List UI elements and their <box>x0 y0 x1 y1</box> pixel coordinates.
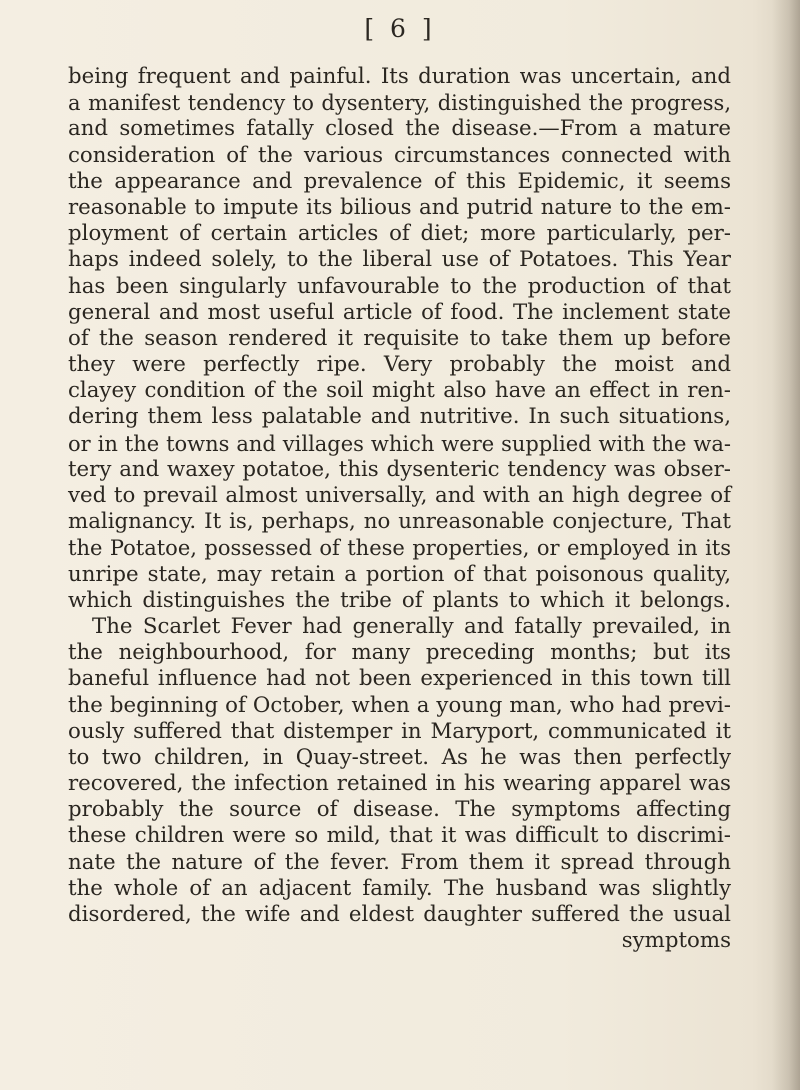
text-line: recovered, the infection retained in his wearing apparel was <box>68 771 731 797</box>
text-line: the Potatoe, possessed of these properties, or employed in its <box>68 536 731 561</box>
text-line: baneful influence had not been experienced in this town till <box>68 666 731 692</box>
text-line: the appearance and prevalence of this Epidemic, it seems <box>68 168 731 194</box>
text-line: which distinguishes the tribe of plants to which it belongs. <box>68 587 731 613</box>
text-line: haps indeed solely, to the liberal use of Potatoes. This Year <box>68 247 731 273</box>
text-line: ously suffered that distemper in Maryport, communicated it <box>68 718 731 744</box>
text-line: the beginning of October, when a young man, who had previ- <box>68 692 731 718</box>
page-edge-shadow <box>772 0 800 1090</box>
paragraph-start-line: The Scarlet Fever had generally and fatally prevailed, in <box>92 613 731 639</box>
catchword: symptoms <box>621 928 731 954</box>
text-line: nate the nature of the fever. From them it spread through <box>68 849 731 875</box>
text-line: being frequent and painful. Its duration was uncertain, and <box>68 64 731 89</box>
text-line: ployment of certain articles of diet; more particularly, per- <box>68 221 731 247</box>
text-line: the whole of an adjacent family. The husband was slightly <box>68 875 731 901</box>
text-line: the neighbourhood, for many preceding months; but its <box>68 640 731 666</box>
text-line: of the season rendered it requisite to take them up before <box>68 325 731 351</box>
text-line: clayey condition of the soil might also have an effect in ren- <box>68 378 731 404</box>
text-line: disordered, the wife and eldest daughter suffered the usual <box>68 902 731 927</box>
text-line: malignancy. It is, perhaps, no unreasonable conjecture, That <box>68 509 731 535</box>
text-line: or in the towns and villages which were supplied with the wa- <box>68 431 731 456</box>
page-number: [ 6 ] <box>364 14 436 43</box>
text-line: consideration of the various circumstances connected with <box>68 142 731 168</box>
text-line: probably the source of disease. The symptoms affecting <box>68 797 731 823</box>
text-line: reasonable to impute its bilious and putrid nature to the em- <box>68 194 731 220</box>
text-line: they were perfectly ripe. Very probably the moist and <box>68 352 731 378</box>
text-line: and sometimes fatally closed the disease.—From a mature <box>68 116 731 142</box>
text-line: ved to prevail almost universally, and with an high degree of <box>68 483 731 508</box>
text-line: dering them less palatable and nutritive. In such situations, <box>68 404 731 430</box>
body-text <box>68 64 731 954</box>
text-line: general and most useful article of food. The inclement state <box>68 299 731 325</box>
text-line: tery and waxey potatoe, this dysenteric tendency was obser- <box>68 456 731 482</box>
text-line: has been singularly unfavourable to the production of that <box>68 273 731 299</box>
text-line: a manifest tendency to dysentery, distinguished the progress, <box>68 91 731 116</box>
text-line: these children were so mild, that it was difficult to discrimi- <box>68 823 731 849</box>
text-line: unripe state, may retain a portion of that poisonous quality, <box>68 561 731 587</box>
text-line: to two children, in Quay-street. As he was then perfectly <box>68 744 731 770</box>
